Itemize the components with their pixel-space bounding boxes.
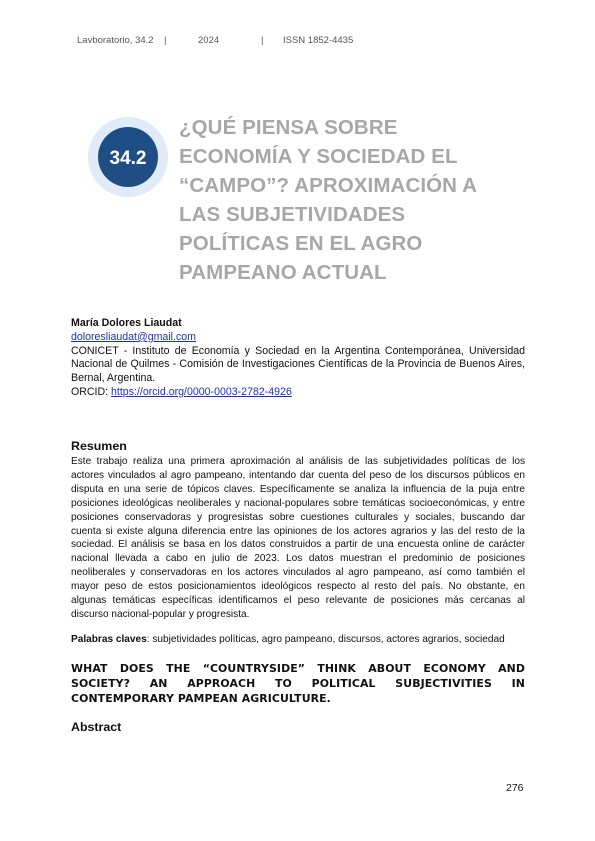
title-line: ¿QUÉ PIENSA SOBRE (179, 116, 398, 139)
author-affiliation: CONICET - Instituto de Economía y Sociedad en la Argentina Contemporánea, Universidad Nacional de Quilmes - Comisión de Investigaciones Científicas de la Provincia de Buenos Aires, Bernal, Argentina. (71, 344, 525, 385)
header-separator: | (164, 35, 167, 46)
keywords-label: Palabras claves (71, 634, 147, 645)
resumen-heading: Resumen (71, 439, 127, 453)
issue-year: 2024 (198, 35, 220, 46)
page-number: 276 (506, 782, 524, 794)
title-line: POLÍTICAS EN EL AGRO (179, 232, 423, 255)
orcid-line (71, 386, 525, 400)
keywords-list: : subjetividades políticas, agro pampeano, discursos, actores agrarios, sociedad (146, 634, 505, 645)
orcid-link[interactable]: https://orcid.org/0000-0003-2782-4926 (111, 385, 292, 398)
orcid-label: ORCID: (71, 385, 112, 398)
author-email-link[interactable]: doloresliaudat@gmail.com (71, 330, 196, 343)
article-title (179, 113, 549, 287)
title-line: “CAMPO”? APROXIMACIÓN A (179, 174, 478, 197)
badge-number: 34.2 (109, 148, 147, 169)
title-line: PAMPEANO ACTUAL (179, 261, 387, 284)
journal-name: Lavboratorio, 34.2 (77, 35, 154, 46)
title-line: ECONOMÍA Y SOCIEDAD EL (179, 145, 458, 168)
title-line: LAS SUBJETIVIDADES (179, 203, 406, 226)
author-name: María Dolores Liaudat (71, 317, 182, 329)
abstract-heading: Abstract (71, 720, 122, 734)
resumen-text: Este trabajo realiza una primera aproximación al análisis de las subjetividades políticas de los actores vinculados al agro pampeano, intentando dar cuenta del peso de los discursos públicos en disputa en una serie de tópicos claves. Específicamente se analiza la influencia de la puja entre posiciones ideológicas neoliberales y nacional-populares sobre temáticas socioeconómicas, y entre posiciones conservadoras y progresistas sobre cuestiones culturales y sociales, buscando dar cuenta si existe alguna diferencia entre las opiniones de los actores agrarios y las del resto de la sociedad. El análisis se basa en los datos construidos a partir de una encuesta online de carácter nacional llevada a cabo en julio de 2023. Los datos muestran el predominio de posiciones neoliberales y conservadoras en los actores vinculados al agro pampeano, así como también el mayor peso de estos posicionamientos ideológicos respecto al resto del país. No obstante, en algunas temáticas específicas identificamos el peso relevante de posiciones más cercanas al discurso nacional-popular y progresista. (71, 456, 525, 620)
issn: ISSN 1852-4435 (283, 35, 354, 46)
keywords (71, 634, 531, 645)
header-separator: | (261, 35, 264, 46)
issue-badge (86, 115, 170, 199)
author-info (71, 317, 525, 400)
english-title: WHAT DOES THE “COUNTRYSIDE” THINK ABOUT ECONOMY AND SOCIETY? AN APPROACH TO POLITICAL SUBJECTIVITIES IN CONTEMPORARY PAMPEAN AGRICULTURE. (71, 662, 525, 705)
